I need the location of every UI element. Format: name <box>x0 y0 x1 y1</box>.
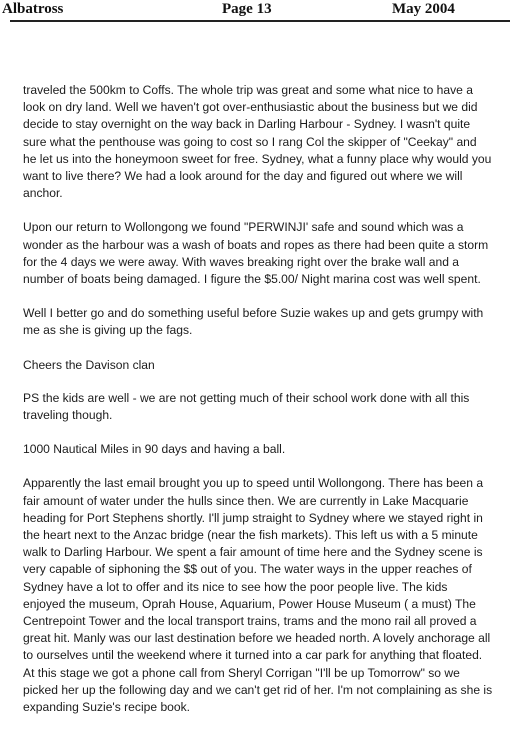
issue-date: May 2004 <box>392 1 455 17</box>
paragraph-suzie: Well I better go and do something useful before Suzie wakes up and gets grumpy with me as she is giving up the fags. <box>23 306 484 338</box>
paragraph-ps: PS the kids are well - we are not getting much of their school work done with all this traveling though. <box>23 390 470 423</box>
header-rule <box>10 20 510 22</box>
paragraph-coffs-trip: traveled the 500km to Coffs. The whole trip was great and some what nice to have a look on dry land. Well we haven't got over-enthusiastic about the business but we did decide to stay overnight on the way back in Darling Harbour - Sydney. I wasn't quite sure what the penthouse was going to cost so I rang Col the skipper of "Ceekay" and he let us into the honeymoon sweet for free. Sydney, what a funny place why would you want to live there? We had a look around for the day and figured out where we will anchor. <box>23 83 492 201</box>
paragraph-wollongong-return: Upon our return to Wollongong we found "PERWINJI' safe and sound which was a wonder as the harbour was a wash of boats and ropes as there had been quite a storm for the 4 days we were away. With waves breaking right over the brake wall and a number of boats being damaged. I figure the $5.00/ Night marina cost was well spent. <box>23 220 489 287</box>
page-number: Page 13 <box>222 1 272 17</box>
newsletter-title: Albatross <box>2 1 64 17</box>
paragraph-nautical-miles: 1000 Nautical Miles in 90 days and having a ball. <box>23 442 286 457</box>
page-header <box>0 0 514 26</box>
paragraph-signoff: Cheers the Davison clan <box>23 357 155 372</box>
article-body <box>23 82 493 733</box>
paragraph-sydney: Apparently the last email brought you up to speed until Wollongong. There has been a fair amount of water under the hulls since then. We are currently in Lake Macquarie heading for Port Stephens shortly. I'll jump straight to Sydney where we stayed right in the heart next to the Anzac bridge (near the fish markets). This left us with a 5 minute walk to Darling Harbour. We spent a fair amount of time here and the Sydney scene is very capable of siphoning the $$ out of you. The water ways in the upper reaches of Sydney have a lot to offer and its nice to see how the poor people live. The kids enjoyed the museum, Oprah House, Aquarium, Power House Museum ( a must) The Centrepoint Tower and the local transport trains, trams and the mono rail all proved a great hit. Manly was our last destination before we headed north. A lovely anchorage all to ourselves until the weekend where it turned into a car park for anything that floated. At this stage we got a phone call from Sheryl Corrigan "I'll be up Tomorrow" so we picked her up the following day and we can't get rid of her. I'm not complaining as she is expanding Suzie's recipe book. <box>23 476 493 715</box>
